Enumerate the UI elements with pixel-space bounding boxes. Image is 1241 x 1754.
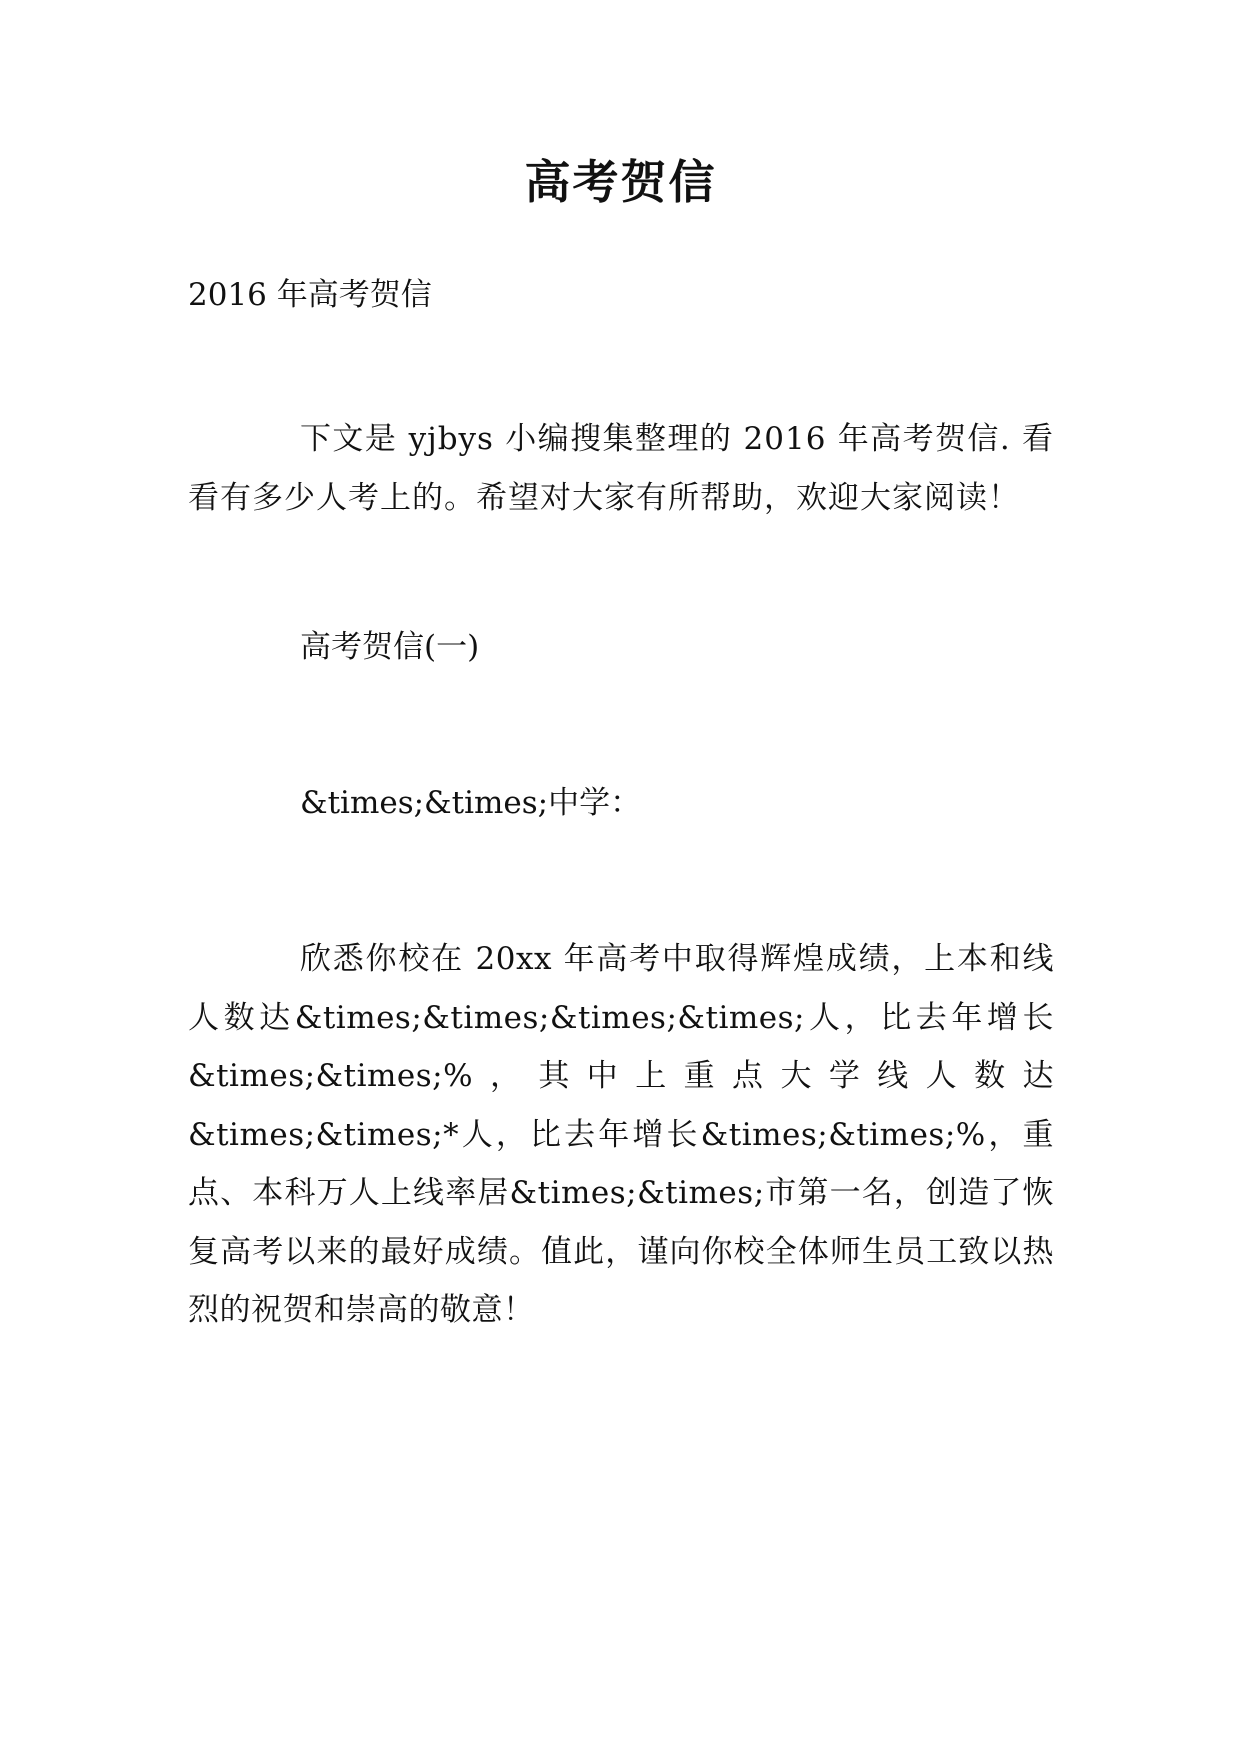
- document-title: 高考贺信: [524, 155, 717, 209]
- salutation: &times;&times;中学：: [300, 785, 642, 821]
- section-heading: 高考贺信(一): [300, 629, 480, 665]
- letter-body-paragraph: 欣悉你校在 20xx 年高考中取得辉煌成绩，上本和线人数达&times;&times;&times;&times;人，比去年增长&times;&times;%，其中上重点大学线人数达&times;&times;*人，比去年增长&times;&times;%，重点、本科万人上线率居&times;&times;市第一名，创造了恢复高考以来的最好成绩。值此，谨向你校全体师生员工致以热烈的祝贺和崇高的敬意！: [188, 941, 1054, 1328]
- document-subtitle: 2016 年高考贺信: [188, 277, 432, 313]
- intro-paragraph: 下文是 yjbys 小编搜集整理的 2016 年高考贺信. 看看有多少人考上的。希望对大家有所帮助，欢迎大家阅读！: [188, 421, 1054, 516]
